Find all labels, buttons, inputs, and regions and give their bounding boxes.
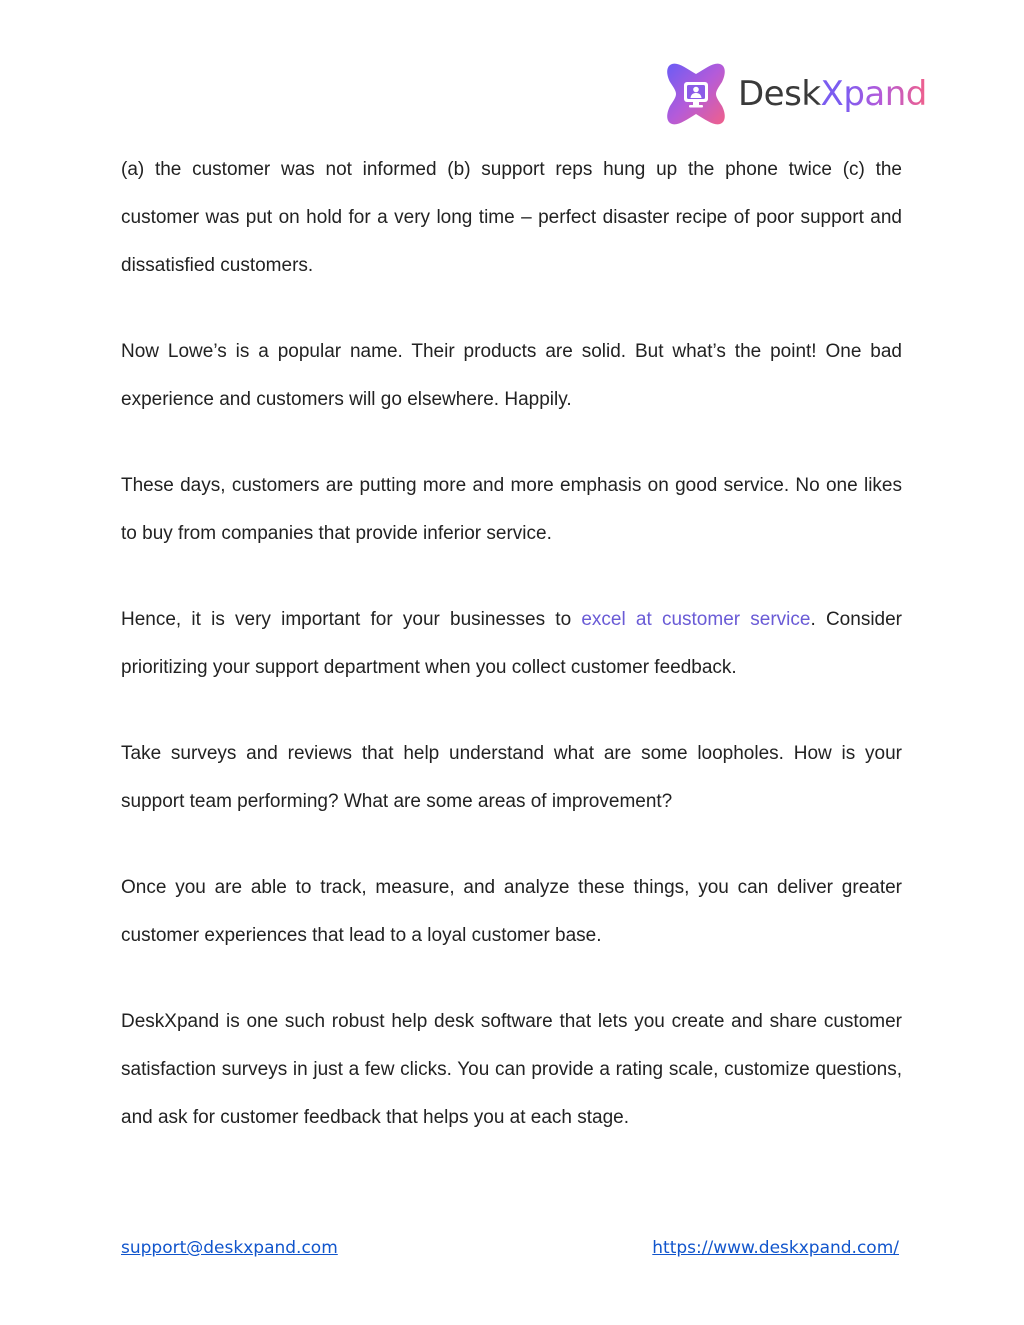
logo-text-desk: Desk xyxy=(738,74,821,114)
support-email-link[interactable]: support@deskxpand.com xyxy=(121,1238,338,1258)
paragraph-customer-incident: (a) the customer was not informed (b) support reps hung up the phone twice (c) the customer was put on hold for a very long time – perfect disaster recipe of poor support and dissatisfied customers. xyxy=(121,159,902,276)
paragraph-excel-service-before: Hence, it is very important for your businesses to xyxy=(121,609,582,630)
paragraph-excel-service-after: . Consider prioritizing your support department when you collect customer feedback. xyxy=(121,609,902,678)
logo-text-x: X xyxy=(820,74,844,114)
website-url-link[interactable]: https://www.deskxpand.com/ xyxy=(652,1238,899,1258)
deskxpand-logo-icon xyxy=(664,60,728,128)
paragraph-excel-service xyxy=(121,596,902,692)
paragraph-track-measure: Once you are able to track, measure, and analyze these things, you can deliver greater customer experiences that lead to a loyal customer base. xyxy=(121,877,902,946)
deskxpand-logo-text xyxy=(738,74,927,114)
excel-at-customer-service-link[interactable]: excel at customer service xyxy=(581,609,811,630)
document-body xyxy=(121,146,902,1180)
logo-text-pand: pand xyxy=(843,74,927,114)
paragraph-good-service: These days, customers are putting more and more emphasis on good service. No one likes to buy from companies that provide inferior service. xyxy=(121,475,902,544)
deskxpand-logo xyxy=(664,60,927,128)
paragraph-surveys: Take surveys and reviews that help understand what are some loopholes. How is your support team performing? What are some areas of improvement? xyxy=(121,743,902,812)
paragraph-deskxpand: DeskXpand is one such robust help desk software that lets you create and share customer satisfaction surveys in just a few clicks. You can provide a rating scale, customize questions, and ask for customer feedback that helps you at each stage. xyxy=(121,1011,902,1128)
paragraph-lowes: Now Lowe’s is a popular name. Their products are solid. But what’s the point! One bad experience and customers will go elsewhere. Happily. xyxy=(121,341,902,410)
